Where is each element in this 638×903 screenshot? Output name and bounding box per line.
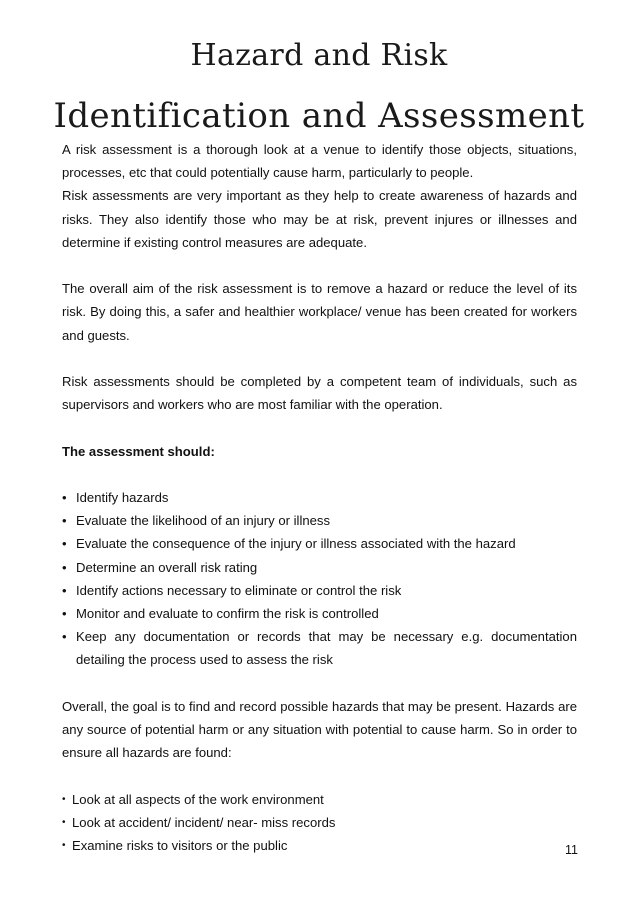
document-body [62,138,577,857]
intro-paragraph-4: Risk assessments should be completed by a competent team of individuals, such as supervisors and workers who are most familiar with the operation. [62,374,577,413]
intro-paragraph-1: A risk assessment is a thorough look at a venue to identify those objects, situations, processes, etc that could potentially cause harm, particularly to people. [62,142,577,181]
hazard-search-list [62,788,577,858]
list-item: • Identify actions necessary to eliminate or control the risk [62,579,577,602]
overall-paragraph: Overall, the goal is to find and record possible hazards that may be present. Hazards are any source of potential harm or any situation with potential to cause harm. So in order to ensure all hazards are found: [62,698,577,761]
intro-paragraph-2: Risk assessments are very important as they help to create awareness of hazards and risks. They also identify those who may be at risk, prevent injures or illnesses and determine if existing control measures are adequate. [62,188,577,250]
spacer [62,347,577,370]
list-item: • Examine risks to visitors or the public [62,834,577,857]
page-number: 11 [565,843,578,857]
spacer [62,416,577,439]
spacer [62,254,577,277]
page-title-line-1: Hazard and Risk [190,38,448,73]
assessment-heading: The assessment should: [62,443,215,459]
list-item: • Look at accident/ incident/ near- miss records [62,811,577,834]
list-item: • Evaluate the likelihood of an injury or illness [62,509,577,532]
list-item: • Evaluate the consequence of the injury or illness associated with the hazard [62,532,577,555]
intro-paragraph-3: The overall aim of the risk assessment is to remove a hazard or reduce the level of its risk. By doing this, a safer and healthier workplace/ venue has been created for workers and guests. [62,281,577,343]
list-item: • Look at all aspects of the work environment [62,788,577,811]
spacer [62,672,577,695]
page-title-line-2: Identification and Assessment [53,96,585,136]
list-item: • Keep any documentation or records that may be necessary e.g. documentation detailing the process used to assess the risk [62,625,577,671]
assessment-list [62,486,577,672]
list-item: • Monitor and evaluate to confirm the risk is controlled [62,602,577,625]
list-item: • Determine an overall risk rating [62,556,577,579]
list-item: • Identify hazards [62,486,577,509]
spacer [62,463,577,486]
spacer [62,764,577,787]
